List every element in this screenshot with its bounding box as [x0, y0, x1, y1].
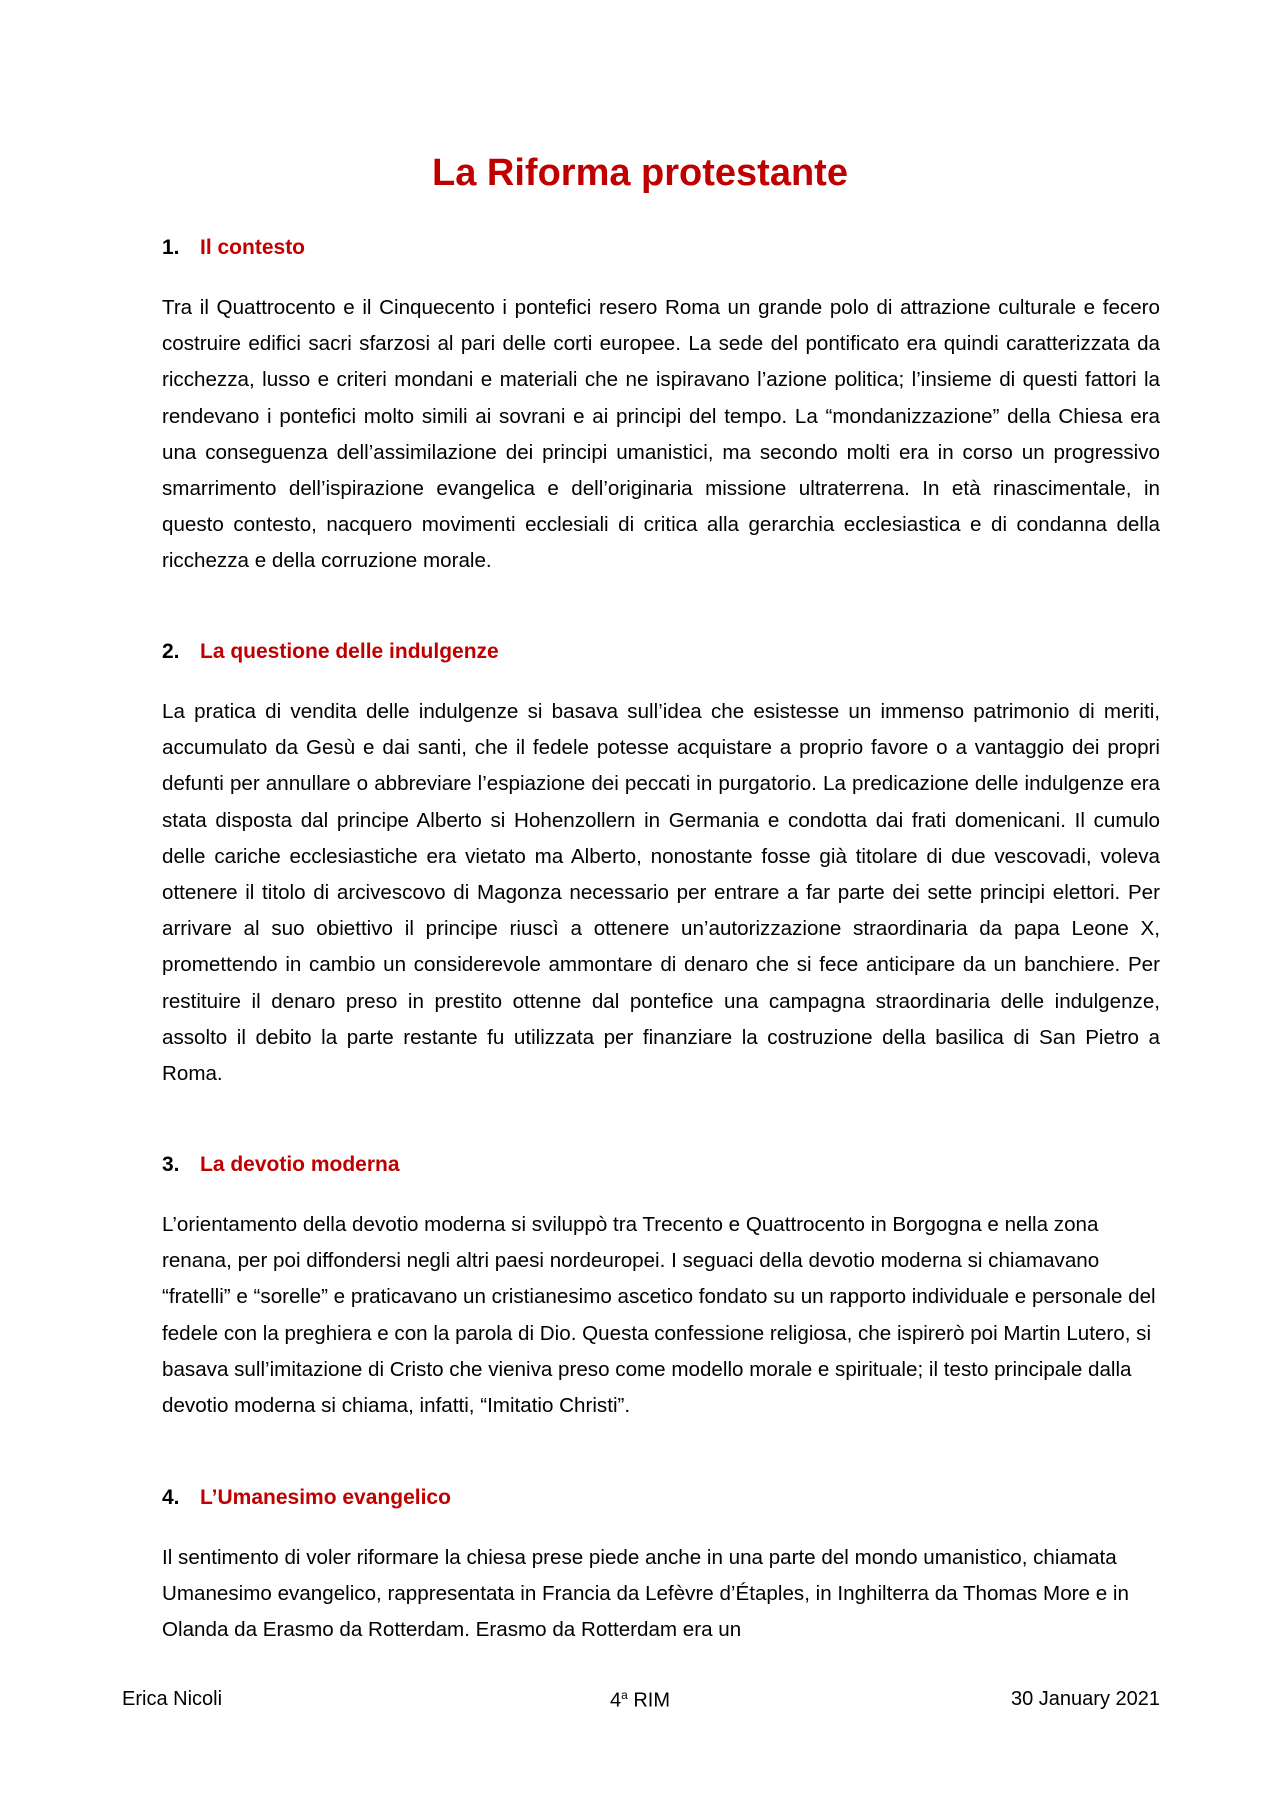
section-title: La questione delle indulgenze [200, 640, 499, 663]
section-heading-2 [162, 640, 499, 664]
section-title: La devotio moderna [200, 1153, 400, 1176]
footer-class-sup: a [621, 1688, 628, 1702]
section-title: Il contesto [200, 236, 306, 259]
section-title: L’Umanesimo evangelico [200, 1486, 451, 1509]
section-heading-4 [162, 1486, 451, 1510]
footer-class-number: 4 [609, 1689, 622, 1712]
page-title: La Riforma protestante [432, 152, 848, 194]
footer-date: 30 January 2021 [1010, 1688, 1160, 1710]
footer-class-suffix: RIM [627, 1689, 671, 1712]
section-body-1: Tra il Quattrocento e il Cinquecento i pontefici resero Roma un grande polo di attrazione culturale e fecero costruire edifici sacri sfarzosi al pari delle corti europee. La sede del pontificato era quindi caratterizzata da ricchezza, lusso e criteri mondani e materiali che ne ispiravano l’azione politica; l’insieme di questi fattori la rendevano i pontefici molto simili ai sovrani e ai principi del tempo. La “mondanizzazione” della Chiesa era una conseguenza dell’assimilazione dei principi umanistici, ma secondo molti era in corso un progressivo smarrimento dell’ispirazione evangelica e dell’originaria missione ultraterrena. In età rinascimentale, in questo contesto, nacquero movimenti ecclesiali di critica alla gerarchia ecclesiastica e di condanna della ricchezza e della corruzione morale. [162, 296, 1160, 573]
section-heading-1 [162, 236, 305, 260]
section-number: 4. [162, 1486, 180, 1509]
section-heading-3 [162, 1153, 400, 1177]
section-number: 3. [162, 1153, 180, 1176]
section-body-4: Il sentimento di voler riformare la chiesa prese piede anche in una parte del mondo umanistico, chiamata Umanesimo evangelico, rappresentata in Francia da Lefèvre d’Étaples, in Inghilterra da Thomas More e in Olanda da Erasmo da Rotterdam. Erasmo da Rotterdam era un [162, 1546, 1129, 1642]
footer-author: Erica Nicoli [122, 1688, 223, 1710]
section-body-3: L’orientamento della devotio moderna si sviluppò tra Trecento e Quattrocento in Borgogna e nella zona renana, per poi diffondersi negli altri paesi nordeuropei. I seguaci della devotio moderna si chiamavano “fratelli” e “sorelle” e praticavano un cristianesimo ascetico fondato su un rapporto individuale e personale del fedele con la preghiera e con la parola di Dio. Questa confessione religiosa, che ispirerò poi Martin Lutero, si basava sull’imitazione di Cristo che vieniva preso come modello morale e spirituale; il testo principale dalla devotio moderna si chiama, infatti, “Imitatio Christi”. [162, 1213, 1156, 1418]
section-number: 2. [162, 640, 180, 663]
section-body-2: La pratica di vendita delle indulgenze si basava sull’idea che esistesse un immenso patrimonio di meriti, accumulato da Gesù e dai santi, che il fedele potesse acquistare a proprio favore o a vantaggio dei propri defunti per annullare o abbreviare l’espiazione dei peccati in purgatorio. La predicazione delle indulgenze era stata disposta dal principe Alberto si Hohenzollern in Germania e condotta dai frati domenicani. Il cumulo delle cariche ecclesiastiche era vietato ma Alberto, nonostante fosse già titolare di due vescovadi, voleva ottenere il titolo di arcivescovo di Magonza necessario per entrare a far parte dei sette principi elettori. Per arrivare al suo obiettivo il principe riuscì a ottenere un’autorizzazione straordinaria da papa Leone X, promettendo in cambio un considerevole ammontare di denaro che si fece anticipare da un banchiere. Per restituire il denaro preso in prestito ottenne dal pontefice una campagna straordinaria delle indulgenze, assolto il debito la parte restante fu utilizzata per finanziare la costruzione della basilica di San Pietro a Roma. [162, 700, 1160, 1086]
section-number: 1. [162, 236, 180, 259]
